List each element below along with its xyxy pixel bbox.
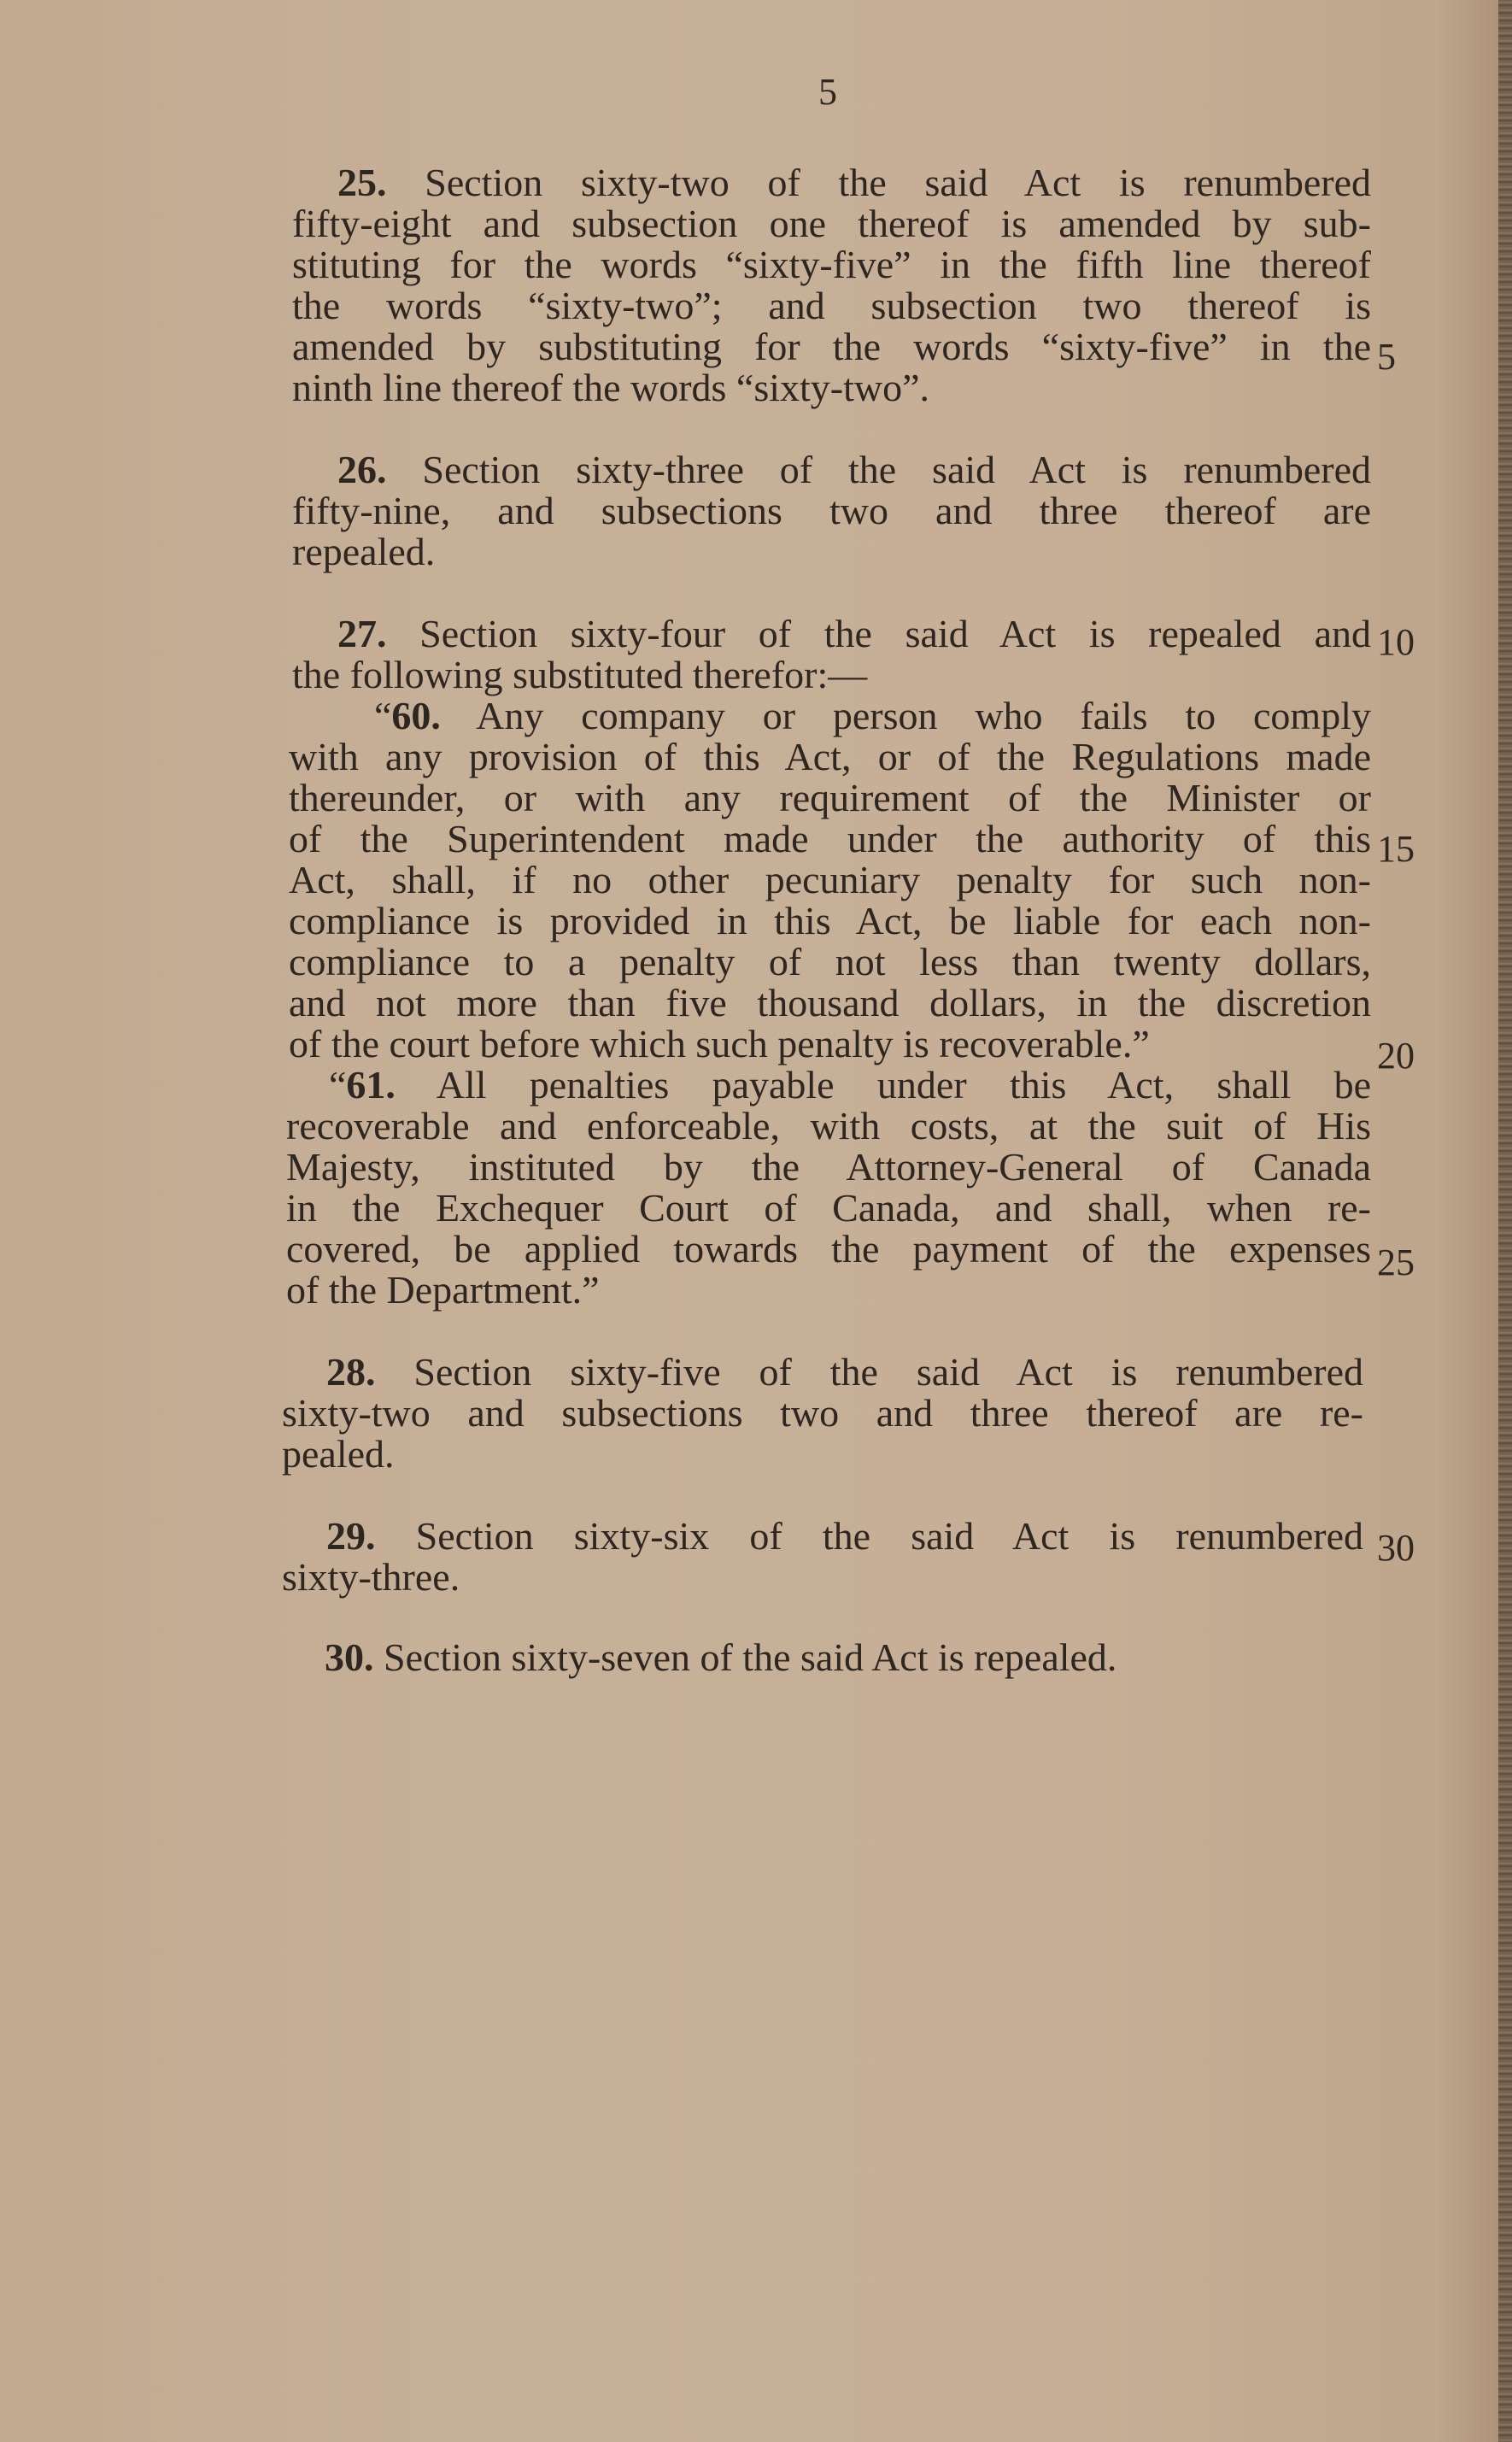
section-29-number: 29. xyxy=(326,1514,376,1558)
section-27-number: 27. xyxy=(337,612,387,655)
section-25-line-2: fifty-eight and subsection one thereof is amended by sub- xyxy=(292,202,1371,245)
section-27-line-2: the following substituted therefor:— xyxy=(292,653,868,696)
section-26-line-3: repealed. xyxy=(292,530,436,573)
section-26-line-1: 26. Section sixty-three of the said Act is renumbered xyxy=(337,448,1371,491)
margin-line-number-25: 25 xyxy=(1377,1242,1415,1283)
section-60-line-7: compliance to a penalty of not less than twenty dollars, xyxy=(289,940,1371,983)
section-26-number: 26. xyxy=(337,448,387,491)
section-30-number: 30. xyxy=(325,1635,374,1679)
margin-line-number-10: 10 xyxy=(1377,621,1415,663)
section-29-line-1: 29. Section sixty-six of the said Act is renumbered xyxy=(326,1514,1363,1558)
section-28-number: 28. xyxy=(326,1350,376,1394)
section-61-line-1: “61. All penalties payable under this Act, shall be xyxy=(329,1063,1371,1107)
section-61-line-4: in the Exchequer Court of Canada, and shall, when re- xyxy=(286,1186,1371,1230)
section-25-line-1: 25. Section sixty-two of the said Act is renumbered xyxy=(337,161,1372,204)
section-30-line-1: 30. Section sixty-seven of the said Act is repealed. xyxy=(325,1635,1117,1679)
section-61-line-3: Majesty, instituted by the Attorney-General of Canada xyxy=(286,1145,1371,1189)
section-27-line-1: 27. Section sixty-four of the said Act is repealed and xyxy=(337,612,1371,655)
section-28-line-1: 28. Section sixty-five of the said Act is renumbered xyxy=(326,1350,1363,1394)
section-25-line-6: ninth line thereof the words “sixty-two”. xyxy=(292,366,930,409)
section-60-line-5: Act, shall, if no other pecuniary penalty for such non- xyxy=(289,858,1371,901)
margin-line-number-15: 15 xyxy=(1377,828,1415,870)
section-25-line-4: the words “sixty-two”; and subsection two thereof is xyxy=(292,284,1371,327)
page-edge xyxy=(1498,0,1512,2442)
section-60-line-6: compliance is provided in this Act, be liable for each non- xyxy=(289,899,1371,942)
section-60-line-8: and not more than five thousand dollars, in the discretion xyxy=(289,981,1371,1024)
section-60-line-4: of the Superintendent made under the authority of this xyxy=(289,817,1371,860)
section-25-line-3: stituting for the words “sixty-five” in the fifth line thereof xyxy=(292,243,1371,286)
section-25-line-5: amended by substituting for the words “sixty-five” in the xyxy=(292,325,1371,368)
section-26-line-2: fifty-nine, and subsections two and three thereof are xyxy=(292,489,1371,532)
section-60-line-3: thereunder, or with any requirement of the Minister or xyxy=(289,776,1371,819)
margin-line-number-20: 20 xyxy=(1377,1035,1415,1077)
section-28-line-2: sixty-two and subsections two and three thereof are re- xyxy=(282,1391,1363,1435)
section-28-line-3: pealed. xyxy=(282,1432,395,1476)
section-61-line-2: recoverable and enforceable, with costs, at the suit of His xyxy=(286,1104,1371,1148)
section-61-line-5: covered, be applied towards the payment of the expenses xyxy=(286,1227,1371,1271)
section-60-line-9: of the court before which such penalty is recoverable.” xyxy=(289,1022,1150,1065)
section-60-number: 60. xyxy=(391,694,441,737)
margin-line-number-30: 30 xyxy=(1377,1527,1415,1569)
section-29-line-2: sixty-three. xyxy=(282,1555,460,1599)
section-25-number: 25. xyxy=(337,161,387,204)
page-number: 5 xyxy=(818,71,837,113)
section-60-line-1: “60. Any company or person who fails to comply xyxy=(374,694,1371,737)
section-61-number: 61. xyxy=(346,1063,396,1107)
margin-line-number-5: 5 xyxy=(1377,336,1396,378)
section-60-line-2: with any provision of this Act, or of the Regulations made xyxy=(289,735,1371,778)
section-61-line-6: of the Department.” xyxy=(286,1268,600,1312)
